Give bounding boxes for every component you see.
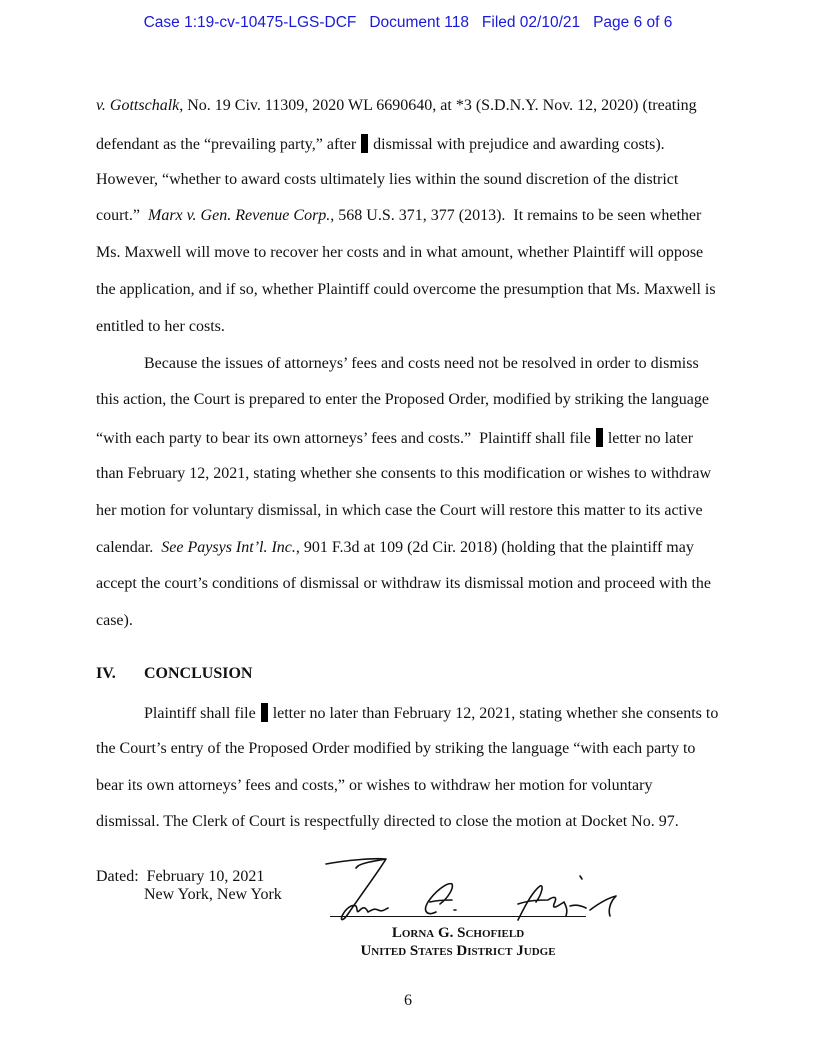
ecf-header [0, 14, 816, 32]
case-citation: v. Gottschalk [96, 97, 180, 114]
text-line: her motion for voluntary dismissal, in which case the Court will restore this matter to its active [96, 502, 703, 519]
text-span: , 901 F.3d at 109 (2d Cir. 2018) (holding that the plaintiff may [295, 539, 694, 556]
signature-stroke [326, 859, 388, 920]
text-line: entitled to her costs. [96, 318, 225, 335]
case-citation: Marx v. Gen. Revenue Corp. [147, 207, 331, 224]
text-line: this action, the Court is prepared to enter the Proposed Order, modified by striking the language [96, 391, 709, 408]
text-span: , No. 19 Civ. 11309, 2020 WL 6690640, at *3 (S.D.N.Y. Nov. 12, 2020) (treating [179, 97, 697, 114]
text-span: Plaintiff shall file [144, 705, 256, 722]
signature-line [330, 916, 586, 917]
handwritten-signature [318, 852, 618, 932]
case-citation: See Paysys Int’l. Inc. [161, 539, 296, 556]
text-span: , 568 U.S. 371, 377 (2013). It remains to be seen whether [330, 207, 702, 224]
dated-line: Dated: February 10, 2021 [96, 868, 265, 885]
filed-date: Filed 02/10/21 [481, 14, 581, 31]
text-line: the Court’s entry of the Proposed Order modified by striking the language “with each party to [96, 740, 696, 757]
section-heading [96, 665, 252, 683]
text-line: case). [96, 612, 133, 629]
text-line: Because the issues of attorneys’ fees and costs need not be resolved in order to dismiss [144, 355, 699, 372]
document-number: Document 118 [369, 14, 469, 31]
text-span: “with each party to bear its own attorneys’ fees and costs.” Plaintiff shall file [96, 430, 591, 447]
text-line [96, 703, 718, 723]
judge-name: Lorna G. Schofield [391, 925, 525, 941]
location-line: New York, New York [144, 886, 282, 903]
text-span: defendant as the “prevailing party,” after [96, 136, 357, 153]
text-span: dismissal with prejudice and awarding costs). [373, 136, 665, 153]
text-line [96, 97, 697, 115]
page-indicator: Page 6 of 6 [593, 14, 673, 31]
text-line: dismissal. The Clerk of Court is respectfully directed to close the motion at Docket No. 97. [96, 813, 679, 830]
section-number: IV. [96, 665, 116, 682]
signature-stroke [426, 884, 456, 914]
text-span: letter no later [607, 430, 694, 447]
text-span: calendar. [96, 539, 162, 556]
text-line: bear its own attorneys’ fees and costs,” or wishes to withdraw her motion for voluntary [96, 777, 653, 794]
page-number: 6 [404, 992, 412, 1009]
signature-stroke [518, 876, 616, 920]
dated-block [96, 868, 282, 904]
text-line: the application, and if so, whether Plaintiff could overcome the presumption that Ms. Maxwell is [96, 281, 716, 298]
text-line [96, 539, 694, 557]
judge-title: United States District Judge [360, 943, 556, 959]
section-title: CONCLUSION [144, 665, 253, 682]
case-number: Case 1:19-cv-10475-LGS-DCF [143, 14, 357, 31]
text-line [96, 207, 701, 225]
redaction-bar [261, 703, 268, 722]
text-line [96, 134, 665, 154]
text-line: than February 12, 2021, stating whether she consents to this modification or wishes to withdraw [96, 465, 712, 482]
text-span: court.” [96, 207, 148, 224]
redaction-bar [361, 134, 368, 153]
text-line: Ms. Maxwell will move to recover her costs and in what amount, whether Plaintiff will oppose [96, 244, 704, 261]
redaction-bar [596, 428, 603, 447]
text-line [96, 428, 693, 448]
text-line: However, “whether to award costs ultimately lies within the sound discretion of the district [96, 171, 679, 188]
text-line: accept the court’s conditions of dismissal or withdraw its dismissal motion and proceed with the [96, 575, 711, 592]
text-span: letter no later than February 12, 2021, stating whether she consents to [272, 705, 719, 722]
